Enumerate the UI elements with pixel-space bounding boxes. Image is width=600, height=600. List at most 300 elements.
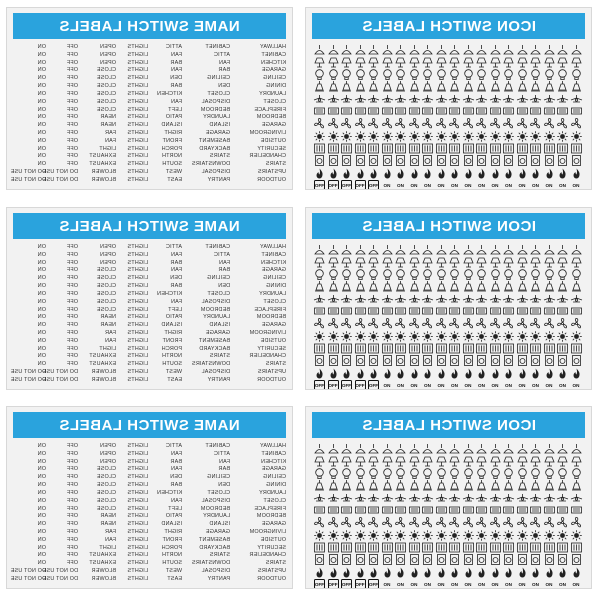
heater-icon: [436, 541, 447, 553]
ceiling-fan-icon: [314, 293, 325, 305]
fan-icon: [517, 517, 528, 529]
name-label: DO NOT USE: [42, 176, 78, 183]
ceiling-light-icon: [422, 443, 433, 455]
name-label: BEDROOM: [256, 513, 286, 520]
table-lamp-icon: [422, 56, 433, 68]
vent-icon: [503, 106, 514, 118]
ceiling-light-icon: [382, 44, 393, 56]
fan-icon: [395, 517, 406, 529]
pendant-lamp-icon: [530, 281, 541, 293]
appliance-icon: [314, 355, 325, 367]
table-lamp-icon: [368, 56, 379, 68]
name-label: PORCH: [161, 345, 182, 352]
fan-icon: [463, 318, 474, 330]
name-label: OFF: [66, 51, 78, 58]
name-label: ON: [37, 521, 46, 528]
ceiling-fan-icon: [557, 492, 568, 504]
table-lamp-icon: [530, 256, 541, 268]
appliance-icon: [449, 155, 460, 167]
name-label: ON: [37, 298, 46, 305]
name-label: CEILING: [263, 474, 286, 481]
on-label: ON: [478, 581, 485, 587]
name-label: FAN: [170, 67, 182, 74]
appliance-icon: [395, 554, 406, 566]
fire-icon: [436, 167, 447, 179]
name-label: OPEN: [99, 259, 116, 266]
name-label: NORTH: [161, 153, 182, 160]
table-lamp-icon: [544, 256, 555, 268]
fire-icon: [409, 367, 420, 379]
pendant-lamp-icon: [476, 480, 487, 492]
name-label: CLOSET: [207, 489, 230, 496]
name-label: LEFT: [168, 306, 182, 313]
ceiling-light-icon: [490, 44, 501, 56]
vent-icon: [314, 306, 325, 318]
off-label: OFF: [368, 180, 379, 190]
name-label-column: [89, 244, 116, 383]
ceiling-fan-icon: [449, 492, 460, 504]
name-label: CLOSET: [207, 290, 230, 297]
name-label: OFF: [66, 443, 78, 449]
name-label: OPEN: [99, 51, 116, 58]
name-label: SECURITY: [257, 544, 286, 551]
ceiling-fan-icon: [395, 93, 406, 105]
ceiling-light-icon: [449, 244, 460, 256]
vent-icon: [355, 306, 366, 318]
name-label: PATIO: [165, 114, 182, 121]
vent-icon: [530, 106, 541, 118]
pendant-lamp-icon: [422, 81, 433, 93]
on-label: ON: [518, 182, 526, 188]
name-label: BACKYARD: [199, 345, 230, 352]
name-label: LIGHTS: [127, 106, 148, 113]
name-label: ON: [37, 290, 46, 297]
name-label: UPSTAIRS: [257, 369, 286, 375]
name-label: ON: [37, 322, 46, 329]
fan-icon: [571, 517, 582, 529]
on-label: ON: [437, 382, 445, 388]
fire-icon: [422, 367, 433, 379]
light-bulb-icon: [490, 468, 501, 480]
light-bulb-icon: [463, 468, 474, 480]
name-label: ON: [37, 345, 46, 352]
on-label: ON: [464, 382, 472, 388]
sun-icon: [490, 130, 501, 142]
name-label: BASEMENT: [198, 337, 230, 344]
name-label: OFF: [66, 345, 78, 352]
vent-icon: [557, 505, 568, 517]
off-label: OFF: [368, 380, 379, 390]
fire-icon: [436, 367, 447, 379]
heater-icon: [517, 142, 528, 154]
table-lamp-icon: [557, 256, 568, 268]
vent-icon: [476, 505, 487, 517]
name-label: ON: [37, 75, 46, 82]
vent-icon: [530, 306, 541, 318]
name-label: ON: [37, 314, 46, 321]
heater-icon: [341, 142, 352, 154]
heater-icon: [409, 541, 420, 553]
fire-icon: [382, 167, 393, 179]
name-label: OPEN: [99, 458, 116, 465]
name-label: STAIRS: [265, 361, 286, 368]
ceiling-fan-icon: [422, 93, 433, 105]
name-label: LIGHTS: [127, 298, 148, 305]
name-label: OFF: [66, 129, 78, 136]
fan-icon: [382, 517, 393, 529]
name-label: EAST: [167, 376, 182, 383]
heater-icon: [436, 142, 447, 154]
vent-icon: [422, 505, 433, 517]
name-label: OFF: [66, 450, 78, 457]
appliance-icon: [368, 155, 379, 167]
sheet-header: [312, 213, 585, 239]
vent-icon: [395, 106, 406, 118]
name-label: OPEN: [99, 251, 116, 258]
heater-icon: [422, 142, 433, 154]
vent-icon: [422, 306, 433, 318]
pendant-lamp-icon: [476, 281, 487, 293]
name-label: FAN: [218, 458, 230, 465]
vent-icon: [368, 306, 379, 318]
table-lamp-icon: [463, 56, 474, 68]
name-label-column: [43, 44, 78, 183]
name-label: PATIO: [165, 513, 182, 520]
name-label: WEST: [165, 169, 182, 175]
table-lamp-icon: [409, 56, 420, 68]
name-label: EXHAUST: [89, 361, 116, 368]
sun-icon: [530, 529, 541, 541]
vent-icon: [463, 505, 474, 517]
heater-icon: [476, 142, 487, 154]
name-label: DINING: [265, 83, 286, 90]
table-lamp-icon: [314, 56, 325, 68]
sun-icon: [436, 130, 447, 142]
fire-icon: [395, 367, 406, 379]
name-label: GARAGE: [261, 67, 286, 74]
name-label: LIGHTS: [127, 90, 148, 97]
appliance-icon: [422, 155, 433, 167]
ceiling-fan-icon: [517, 293, 528, 305]
fire-icon: [517, 566, 528, 578]
sun-icon: [341, 330, 352, 342]
name-label: FAN: [218, 59, 230, 66]
ceiling-light-icon: [530, 244, 541, 256]
name-label: OFF: [66, 114, 78, 121]
pendant-lamp-icon: [490, 281, 501, 293]
heater-icon: [409, 342, 420, 354]
appliance-icon: [409, 554, 420, 566]
pendant-lamp-icon: [571, 480, 582, 492]
ceiling-light-icon: [463, 443, 474, 455]
name-label: BLOWER: [91, 575, 116, 582]
light-bulb-icon: [436, 468, 447, 480]
heater-icon: [449, 142, 460, 154]
heater-icon: [557, 541, 568, 553]
name-label: STAIRS: [209, 153, 230, 160]
pendant-lamp-icon: [328, 81, 339, 93]
name-label: LIGHTS: [127, 153, 148, 160]
heater-icon: [314, 142, 325, 154]
table-lamp-icon: [490, 455, 501, 467]
light-bulb-icon: [395, 269, 406, 281]
name-label: LIGHTS: [127, 75, 148, 82]
fan-icon: [557, 517, 568, 529]
name-label: LIGHTS: [127, 337, 148, 344]
vent-icon: [503, 306, 514, 318]
name-label: ISLAND: [209, 521, 230, 528]
off-label: OFF: [341, 579, 352, 589]
on-label: ON: [451, 182, 458, 188]
name-label: ON: [37, 466, 46, 473]
name-label: CLOSET: [263, 98, 286, 105]
name-label: BAR: [170, 283, 182, 290]
fire-icon: [463, 167, 474, 179]
fan-icon: [341, 517, 352, 529]
ceiling-light-icon: [503, 443, 514, 455]
name-label: KITCHEN: [156, 489, 182, 496]
fire-icon: [382, 367, 393, 379]
sun-icon: [328, 529, 339, 541]
light-bulb-icon: [328, 69, 339, 81]
name-label: BAR: [170, 83, 182, 90]
ceiling-fan-icon: [355, 93, 366, 105]
name-label: LIVINGROOM: [249, 528, 286, 535]
heater-icon: [517, 342, 528, 354]
heater-icon: [544, 142, 555, 154]
name-label: OUTSIDE: [260, 337, 286, 344]
sun-icon: [463, 130, 474, 142]
name-label: CLOSE: [96, 474, 116, 481]
name-label: BASEMENT: [198, 536, 230, 543]
ceiling-fan-icon: [436, 93, 447, 105]
name-label: PORCH: [161, 544, 182, 551]
name-label: FAN: [218, 259, 230, 266]
appliance-icon: [449, 355, 460, 367]
fan-icon: [530, 517, 541, 529]
name-label: OFF: [66, 513, 78, 520]
table-lamp-icon: [571, 56, 582, 68]
pendant-lamp-icon: [544, 81, 555, 93]
name-label: LIGHTS: [127, 83, 148, 90]
heater-icon: [449, 342, 460, 354]
table-lamp-icon: [341, 455, 352, 467]
on-label: ON: [532, 581, 539, 587]
name-label: ON: [37, 259, 46, 266]
name-label: CHANDELIER: [249, 153, 286, 160]
ceiling-light-icon: [395, 443, 406, 455]
vent-icon: [395, 505, 406, 517]
ceiling-light-icon: [314, 244, 325, 256]
name-label: CEILING: [207, 474, 230, 481]
on-label: ON: [410, 581, 418, 587]
fan-icon: [314, 517, 325, 529]
ceiling-fan-icon: [463, 293, 474, 305]
appliance-icon: [530, 554, 541, 566]
on-label: ON: [437, 182, 445, 188]
vent-icon: [341, 306, 352, 318]
name-label: FAN: [170, 497, 182, 504]
off-label: OFF: [341, 180, 352, 190]
name-label: FAR: [104, 528, 116, 535]
on-label: ON: [545, 382, 553, 388]
name-label: ISLAND: [209, 122, 230, 129]
name-label-column: [11, 244, 46, 383]
appliance-icon: [503, 554, 514, 566]
name-label: OPEN: [99, 244, 116, 250]
name-label: ON: [37, 251, 46, 258]
pendant-lamp-icon: [436, 281, 447, 293]
name-label: FAN: [170, 98, 182, 105]
table-lamp-icon: [557, 455, 568, 467]
name-label: KITCHEN: [156, 90, 182, 97]
fire-icon: [314, 167, 325, 179]
light-bulb-icon: [436, 269, 447, 281]
table-lamp-icon: [368, 455, 379, 467]
light-bulb-icon: [463, 269, 474, 281]
name-label: FAR: [104, 329, 116, 336]
name-label: DINING: [265, 482, 286, 489]
name-label: ON: [37, 129, 46, 136]
name-label: ON: [37, 560, 46, 567]
off-label: OFF: [341, 380, 352, 390]
name-label: FIREPLACE: [254, 306, 286, 313]
on-label: ON: [559, 581, 566, 587]
ceiling-fan-icon: [544, 492, 555, 504]
light-bulb-icon: [341, 69, 352, 81]
off-label: OFF: [328, 180, 339, 190]
sun-icon: [409, 130, 420, 142]
on-off-label-row: [314, 180, 583, 190]
on-label: ON: [505, 182, 512, 188]
ceiling-light-icon: [463, 244, 474, 256]
heater-icon: [463, 342, 474, 354]
ceiling-light-icon: [409, 44, 420, 56]
fan-icon: [355, 318, 366, 330]
name-label: SECURITY: [257, 345, 286, 352]
name-label: LIGHT: [99, 544, 116, 551]
heater-icon: [490, 342, 501, 354]
on-label: ON: [518, 581, 526, 587]
fire-icon: [395, 167, 406, 179]
sheet-title: NAME SWITCH LABELS: [59, 217, 240, 235]
sun-icon: [355, 529, 366, 541]
fan-icon: [355, 118, 366, 130]
pendant-lamp-icon: [368, 480, 379, 492]
name-label: FAN: [170, 251, 182, 258]
light-bulb-icon: [530, 468, 541, 480]
ceiling-fan-icon: [409, 93, 420, 105]
table-lamp-icon: [395, 56, 406, 68]
fan-icon: [544, 517, 555, 529]
name-label: OUTSIDE: [260, 536, 286, 543]
table-lamp-icon: [314, 256, 325, 268]
icon-label-row: [314, 167, 583, 181]
ceiling-light-icon: [544, 44, 555, 56]
fan-icon: [503, 318, 514, 330]
fire-icon: [530, 367, 541, 379]
name-label: ON: [37, 122, 46, 129]
vent-icon: [409, 306, 420, 318]
pendant-lamp-icon: [328, 480, 339, 492]
heater-icon: [544, 342, 555, 354]
light-bulb-icon: [544, 69, 555, 81]
vent-icon: [409, 505, 420, 517]
table-lamp-icon: [544, 455, 555, 467]
table-lamp-icon: [368, 256, 379, 268]
pendant-lamp-icon: [557, 81, 568, 93]
fan-icon: [422, 517, 433, 529]
name-label: LIGHTS: [127, 560, 148, 567]
ceiling-fan-icon: [449, 93, 460, 105]
light-bulb-icon: [355, 468, 366, 480]
heater-icon: [463, 142, 474, 154]
ceiling-fan-icon: [544, 293, 555, 305]
table-lamp-icon: [476, 256, 487, 268]
name-label: FAN: [104, 137, 116, 144]
name-label: CHANDELIER: [249, 353, 286, 360]
table-lamp-icon: [463, 455, 474, 467]
sheet-header: [13, 13, 286, 39]
off-label: OFF: [314, 180, 325, 190]
light-bulb-icon: [517, 468, 528, 480]
name-label: ATTIC: [213, 450, 230, 457]
heater-icon: [490, 541, 501, 553]
fan-icon: [395, 318, 406, 330]
fan-icon: [476, 517, 487, 529]
name-label-column: [43, 244, 78, 383]
appliance-icon: [530, 155, 541, 167]
fire-icon: [422, 167, 433, 179]
fire-icon: [341, 566, 352, 578]
ceiling-fan-icon: [341, 93, 352, 105]
off-label: OFF: [328, 380, 339, 390]
fire-icon: [476, 566, 487, 578]
fan-icon: [328, 118, 339, 130]
name-label-column: [43, 443, 78, 582]
pendant-lamp-icon: [436, 81, 447, 93]
pendant-lamp-icon: [463, 81, 474, 93]
sun-icon: [557, 330, 568, 342]
name-label: LIGHTS: [127, 314, 148, 321]
table-lamp-icon: [382, 256, 393, 268]
ceiling-fan-icon: [341, 492, 352, 504]
table-lamp-icon: [490, 56, 501, 68]
fire-icon: [341, 167, 352, 179]
name-label: OFF: [66, 106, 78, 113]
name-label: FAN: [170, 51, 182, 58]
name-label: ON: [37, 137, 46, 144]
table-lamp-icon: [422, 455, 433, 467]
appliance-icon: [517, 155, 528, 167]
ceiling-fan-icon: [530, 492, 541, 504]
on-label: ON: [464, 182, 472, 188]
pendant-lamp-icon: [368, 81, 379, 93]
appliance-icon: [517, 355, 528, 367]
name-label: BLOWER: [91, 376, 116, 383]
light-bulb-icon: [422, 69, 433, 81]
appliance-icon: [530, 355, 541, 367]
ceiling-fan-icon: [355, 293, 366, 305]
name-label: DO NOT USE: [10, 169, 46, 175]
sun-icon: [476, 330, 487, 342]
name-label: OUTDOOR: [257, 176, 286, 183]
sun-icon: [490, 330, 501, 342]
name-label: ON: [37, 353, 46, 360]
name-label: LIGHTS: [127, 59, 148, 66]
heater-icon: [314, 342, 325, 354]
name-label: ISLAND: [209, 322, 230, 329]
